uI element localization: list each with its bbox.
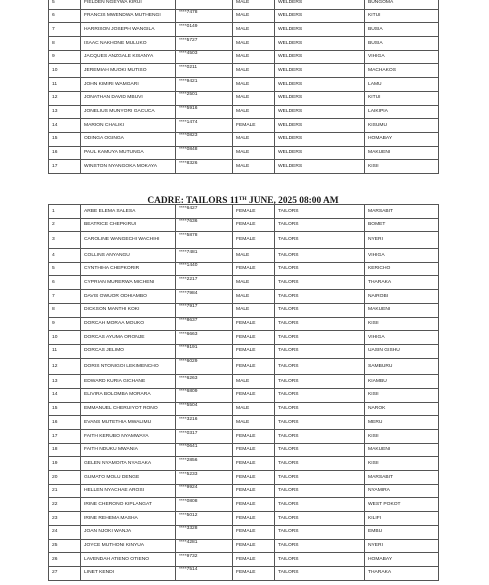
trade-cell: TAILORS [275,402,365,416]
id-number-cell: ****0317 [176,430,233,444]
county-cell: LAIKIPIA [365,105,439,119]
participant-name-cell: EVANS MUTETHIA MWALIMU [81,416,176,430]
participant-name-cell: GELEN NYAMOITA NYAGAKA [81,457,176,471]
table-row [49,9,439,23]
table-row [49,146,439,160]
participant-name-cell: ARBE ELEMA SALESA [81,205,176,219]
trade-cell: TAILORS [275,443,365,457]
trade-cell: TAILORS [275,457,365,471]
county-cell: MAKUENI [365,443,439,457]
participant-name-cell: JONATHAN DAVID MBUVI [81,91,176,105]
trade-cell: TAILORS [275,484,365,498]
id-number-cell: ****9732 [176,553,233,567]
row-number-cell: 27 [49,566,81,580]
id-number-cell: ****0211 [176,64,233,78]
trade-cell: WELDERS [275,23,365,37]
gender-cell: MALE [233,146,275,160]
welders-table [48,0,439,174]
table-row [49,484,439,498]
gender-cell: FEMALE [233,539,275,553]
gender-cell: MALE [233,78,275,92]
trade-cell: TAILORS [275,498,365,512]
table-row [49,331,439,345]
id-number-cell: ****4503 [176,50,233,64]
table-row [49,91,439,105]
id-number-cell: ****8637 [176,317,233,331]
table-row [49,50,439,64]
gender-cell: MALE [233,276,275,290]
trade-cell: TAILORS [275,331,365,345]
gender-cell: FEMALE [233,525,275,539]
trade-cell: TAILORS [275,512,365,526]
id-number-cell: ****5916 [176,105,233,119]
row-number-cell: 18 [49,443,81,457]
trade-cell: WELDERS [275,146,365,160]
participant-name-cell: FRANCIS MWENDWA MUTHENGI [81,9,176,23]
trade-cell: TAILORS [275,249,365,263]
table-row [49,512,439,526]
row-number-cell: 3 [49,232,81,249]
participant-name-cell: JOHN KIMIRI WAMGARI [81,78,176,92]
participant-name-cell: LAVENDAH ATIENO OTIENO [81,553,176,567]
county-cell: KERICHO [365,262,439,276]
row-number-cell: 23 [49,512,81,526]
table-row [49,375,439,389]
id-number-cell: ****1474 [176,119,233,133]
county-cell: UASIN GISHU [365,344,439,358]
table-row [49,23,439,37]
row-number-cell: 10 [49,331,81,345]
trade-cell: TAILORS [275,317,365,331]
row-number-cell: 16 [49,416,81,430]
participant-name-cell: ODINGA OGINGA [81,132,176,146]
id-number-cell: ****5012 [176,512,233,526]
county-cell: NYERI [365,539,439,553]
trade-cell: TAILORS [275,375,365,389]
table-row [49,539,439,553]
id-number-cell: ****2217 [176,276,233,290]
table-row [49,553,439,567]
trade-cell: WELDERS [275,160,365,174]
id-number-cell: ****8326 [176,160,233,174]
gender-cell: MALE [233,375,275,389]
participant-name-cell: MARION CHALIKI [81,119,176,133]
trade-cell: TAILORS [275,430,365,444]
id-number-cell: ****7478 [176,9,233,23]
row-number-cell: 9 [49,317,81,331]
id-number-cell: ****5233 [176,471,233,485]
gender-cell: MALE [233,91,275,105]
participant-name-cell: DORIS NTONIGOI LEKIMENCHO [81,358,176,375]
gender-cell: MALE [233,132,275,146]
table-row [49,132,439,146]
county-cell: MARSABIT [365,471,439,485]
table-row [49,388,439,402]
row-number-cell: 9 [49,50,81,64]
id-number-cell: ****0848 [176,146,233,160]
participant-name-cell: LINET KENDI [81,566,176,580]
row-number-cell: 4 [49,249,81,263]
gender-cell: MALE [233,290,275,304]
county-cell: LAMU [365,78,439,92]
trade-cell: TAILORS [275,539,365,553]
trade-cell: WELDERS [275,105,365,119]
row-number-cell: 19 [49,457,81,471]
trade-cell: TAILORS [275,416,365,430]
table-row [49,566,439,580]
id-number-cell: ****5727 [176,37,233,51]
table-row [49,303,439,317]
row-number-cell: 5 [49,0,81,9]
gender-cell: FEMALE [233,205,275,219]
row-number-cell: 6 [49,9,81,23]
id-number-cell: ****3328 [176,525,233,539]
gender-cell: FEMALE [233,553,275,567]
table-row [49,160,439,174]
row-number-cell: 20 [49,471,81,485]
gender-cell: MALE [233,416,275,430]
gender-cell: FEMALE [233,457,275,471]
participant-name-cell: COLLINS ANYANGU [81,249,176,263]
participant-name-cell: JOYCE MUTHONI KINYUA [81,539,176,553]
participant-name-cell: WINSTON NYANGOKA MOKAYA [81,160,176,174]
table-row [49,37,439,51]
county-cell: MAKUENI [365,146,439,160]
county-cell: BUNGOMA [365,0,439,9]
participant-name-cell: ISAAC NAKHONE MULUKO [81,37,176,51]
participant-name-cell: IRINE CHERONO KIPLANGAT [81,498,176,512]
row-number-cell: 7 [49,23,81,37]
table-row [49,457,439,471]
id-number-cell [176,0,233,9]
trade-cell: TAILORS [275,218,365,232]
gender-cell: FEMALE [233,566,275,580]
trade-cell: TAILORS [275,303,365,317]
row-number-cell: 14 [49,388,81,402]
table-row [49,0,439,9]
county-cell: NYAMIRA [365,484,439,498]
gender-cell: MALE [233,160,275,174]
county-cell: MAKUENI [365,303,439,317]
county-cell: MARSABIT [365,205,439,219]
table-row [49,317,439,331]
trade-cell: WELDERS [275,119,365,133]
trade-cell: TAILORS [275,553,365,567]
participant-name-cell: JEREMIAH MUOKI MUTISO [81,64,176,78]
table-row [49,64,439,78]
participant-name-cell: FAITH KERUBO NYAMWAYA [81,430,176,444]
gender-cell: MALE [233,303,275,317]
county-cell: KISII [365,457,439,471]
table-row [49,416,439,430]
county-cell: KISUMU [365,119,439,133]
row-number-cell: 6 [49,276,81,290]
participant-name-cell: HARRISON JOSEPH WANGILA [81,23,176,37]
trade-cell: TAILORS [275,358,365,375]
id-number-cell: ****3216 [176,416,233,430]
id-number-cell: ****1440 [176,262,233,276]
county-cell: EMBU [365,525,439,539]
id-number-cell: ****0808 [176,498,233,512]
county-cell: VIHIGA [365,50,439,64]
row-number-cell: 8 [49,37,81,51]
id-number-cell: ****9924 [176,484,233,498]
row-number-cell: 14 [49,119,81,133]
county-cell: VIHIGA [365,249,439,263]
county-cell: KISII [365,430,439,444]
table-row [49,498,439,512]
table-row [49,232,439,249]
county-cell: THARAKA [365,276,439,290]
row-number-cell: 15 [49,402,81,416]
gender-cell: FEMALE [233,388,275,402]
county-cell: NAROK [365,402,439,416]
gender-cell: MALE [233,50,275,64]
trade-cell: TAILORS [275,525,365,539]
table-row [49,78,439,92]
row-number-cell: 12 [49,91,81,105]
id-number-cell: ****4281 [176,539,233,553]
id-number-cell: ****7514 [176,566,233,580]
county-cell: KISII [365,317,439,331]
id-number-cell: ****7984 [176,290,233,304]
trade-cell: WELDERS [275,91,365,105]
participant-name-cell: FIELDEN NGEYWA KIRUI [81,0,176,9]
row-number-cell: 22 [49,498,81,512]
row-number-cell: 15 [49,132,81,146]
gender-cell: FEMALE [233,331,275,345]
id-number-cell: ****6663 [176,331,233,345]
county-cell: VIHIGA [365,331,439,345]
county-cell: BUSIA [365,23,439,37]
participant-name-cell: JONELIUS MUNYORI GACUCA [81,105,176,119]
row-number-cell: 11 [49,78,81,92]
gender-cell: FEMALE [233,498,275,512]
row-number-cell: 2 [49,218,81,232]
table-row [49,119,439,133]
trade-cell: TAILORS [275,290,365,304]
gender-cell: MALE [233,0,275,9]
county-cell: SAMBURU [365,358,439,375]
row-number-cell: 24 [49,525,81,539]
county-cell: THARAKA [365,566,439,580]
gender-cell: FEMALE [233,484,275,498]
participant-name-cell: DAVIS OWUOR ODHIAMBO [81,290,176,304]
row-number-cell: 8 [49,303,81,317]
participant-name-cell: DICKSON MANTHI KOKI [81,303,176,317]
participant-name-cell: JACQUES ANZGALE KISANYA [81,50,176,64]
row-number-cell: 17 [49,160,81,174]
trade-cell: WELDERS [275,9,365,23]
table-row [49,402,439,416]
participant-name-cell: EMMANUEL CHERUIYOT RONO [81,402,176,416]
county-cell: KISII [365,160,439,174]
participant-name-cell: HELLEN NYACHAE AROSI [81,484,176,498]
table-row [49,430,439,444]
table-row [49,249,439,263]
gender-cell: FEMALE [233,443,275,457]
id-number-cell: ****5504 [176,402,233,416]
id-number-cell: ****2501 [176,91,233,105]
row-number-cell: 5 [49,262,81,276]
participant-name-cell: FAITH NDUKU MWANIA [81,443,176,457]
trade-cell: WELDERS [275,78,365,92]
table-row [49,290,439,304]
id-number-cell: ****9421 [176,78,233,92]
gender-cell: FEMALE [233,512,275,526]
id-number-cell: ****6263 [176,375,233,389]
id-number-cell: ****7917 [176,303,233,317]
participant-name-cell: GUMATO MOLU DENGE [81,471,176,485]
table-row [49,471,439,485]
id-number-cell: ****6427 [176,205,233,219]
trade-cell: TAILORS [275,262,365,276]
trade-cell: WELDERS [275,132,365,146]
participant-name-cell: IRINE REHEMA MASHA [81,512,176,526]
row-number-cell: 1 [49,205,81,219]
gender-cell: MALE [233,402,275,416]
gender-cell: FEMALE [233,232,275,249]
participant-name-cell: BEATRICE CHEPKIRUI [81,218,176,232]
tailors-heading: CADRE: TAILORS 11TH JUNE, 2025 08:00 AM [147,196,339,206]
gender-cell: MALE [233,37,275,51]
table-row [49,525,439,539]
id-number-cell: ****7636 [176,218,233,232]
trade-cell: TAILORS [275,566,365,580]
row-number-cell: 16 [49,146,81,160]
gender-cell: MALE [233,9,275,23]
trade-cell: WELDERS [275,0,365,9]
county-cell: KITUI [365,9,439,23]
table-row [49,205,439,219]
id-number-cell: ****0149 [176,23,233,37]
participant-name-cell: CYNTHIHA CHEPKORIR [81,262,176,276]
table-row [49,105,439,119]
trade-cell: WELDERS [275,50,365,64]
county-cell: MERU [365,416,439,430]
trade-cell: WELDERS [275,37,365,51]
trade-cell: TAILORS [275,232,365,249]
participant-name-cell: DORCAH MORAA MOUKO [81,317,176,331]
gender-cell: FEMALE [233,119,275,133]
trade-cell: TAILORS [275,388,365,402]
row-number-cell: 10 [49,64,81,78]
county-cell: NYERI [365,232,439,249]
county-cell: NAIROBI [365,290,439,304]
county-cell: KIAMBU [365,375,439,389]
participant-name-cell: CYPRIAN MURERWA MICHENI [81,276,176,290]
row-number-cell: 17 [49,430,81,444]
participant-name-cell: ELIVIRA BOLOMBA MORARA [81,388,176,402]
gender-cell: FEMALE [233,262,275,276]
gender-cell: FEMALE [233,317,275,331]
participant-name-cell: DORCAS AYUMA ORONJE [81,331,176,345]
table-row [49,276,439,290]
participant-name-cell: CAROLINE WANGECHI WACHIHI [81,232,176,249]
trade-cell: TAILORS [275,344,365,358]
id-number-cell: ****0641 [176,443,233,457]
participant-name-cell: EDWARD KURIA GICHANE [81,375,176,389]
gender-cell: MALE [233,23,275,37]
tailors-table [48,204,439,581]
id-number-cell: ****6809 [176,388,233,402]
participant-name-cell: PAUL KAMUYA MUTUNGA [81,146,176,160]
table-row [49,443,439,457]
row-number-cell: 21 [49,484,81,498]
row-number-cell: 12 [49,358,81,375]
id-number-cell: ****0823 [176,132,233,146]
row-number-cell: 26 [49,553,81,567]
county-cell: KITUI [365,91,439,105]
id-number-cell: ****7481 [176,249,233,263]
row-number-cell: 25 [49,539,81,553]
gender-cell: FEMALE [233,344,275,358]
trade-cell: TAILORS [275,276,365,290]
id-number-cell: ****2856 [176,457,233,471]
row-number-cell: 13 [49,375,81,389]
gender-cell: MALE [233,64,275,78]
table-row [49,218,439,232]
gender-cell: MALE [233,249,275,263]
gender-cell: FEMALE [233,430,275,444]
gender-cell: FEMALE [233,471,275,485]
table-row [49,344,439,358]
gender-cell: FEMALE [233,358,275,375]
county-cell: HOMABAY [365,132,439,146]
gender-cell: FEMALE [233,218,275,232]
row-number-cell: 7 [49,290,81,304]
county-cell: BUSIA [365,37,439,51]
county-cell: MACHAKOS [365,64,439,78]
participant-name-cell: DORCAS JELIMO [81,344,176,358]
id-number-cell: ****9191 [176,344,233,358]
trade-cell: TAILORS [275,471,365,485]
table-row [49,262,439,276]
id-number-cell: ****6029 [176,358,233,375]
trade-cell: TAILORS [275,205,365,219]
id-number-cell: ****5878 [176,232,233,249]
county-cell: KILIFI [365,512,439,526]
row-number-cell: 11 [49,344,81,358]
gender-cell: MALE [233,105,275,119]
row-number-cell: 13 [49,105,81,119]
county-cell: WEST POKOT [365,498,439,512]
county-cell: HOMABAY [365,553,439,567]
county-cell: BOMET [365,218,439,232]
trade-cell: WELDERS [275,64,365,78]
participant-name-cell: JOAN NJOKI WANJA [81,525,176,539]
table-row [49,358,439,375]
county-cell: KISII [365,388,439,402]
